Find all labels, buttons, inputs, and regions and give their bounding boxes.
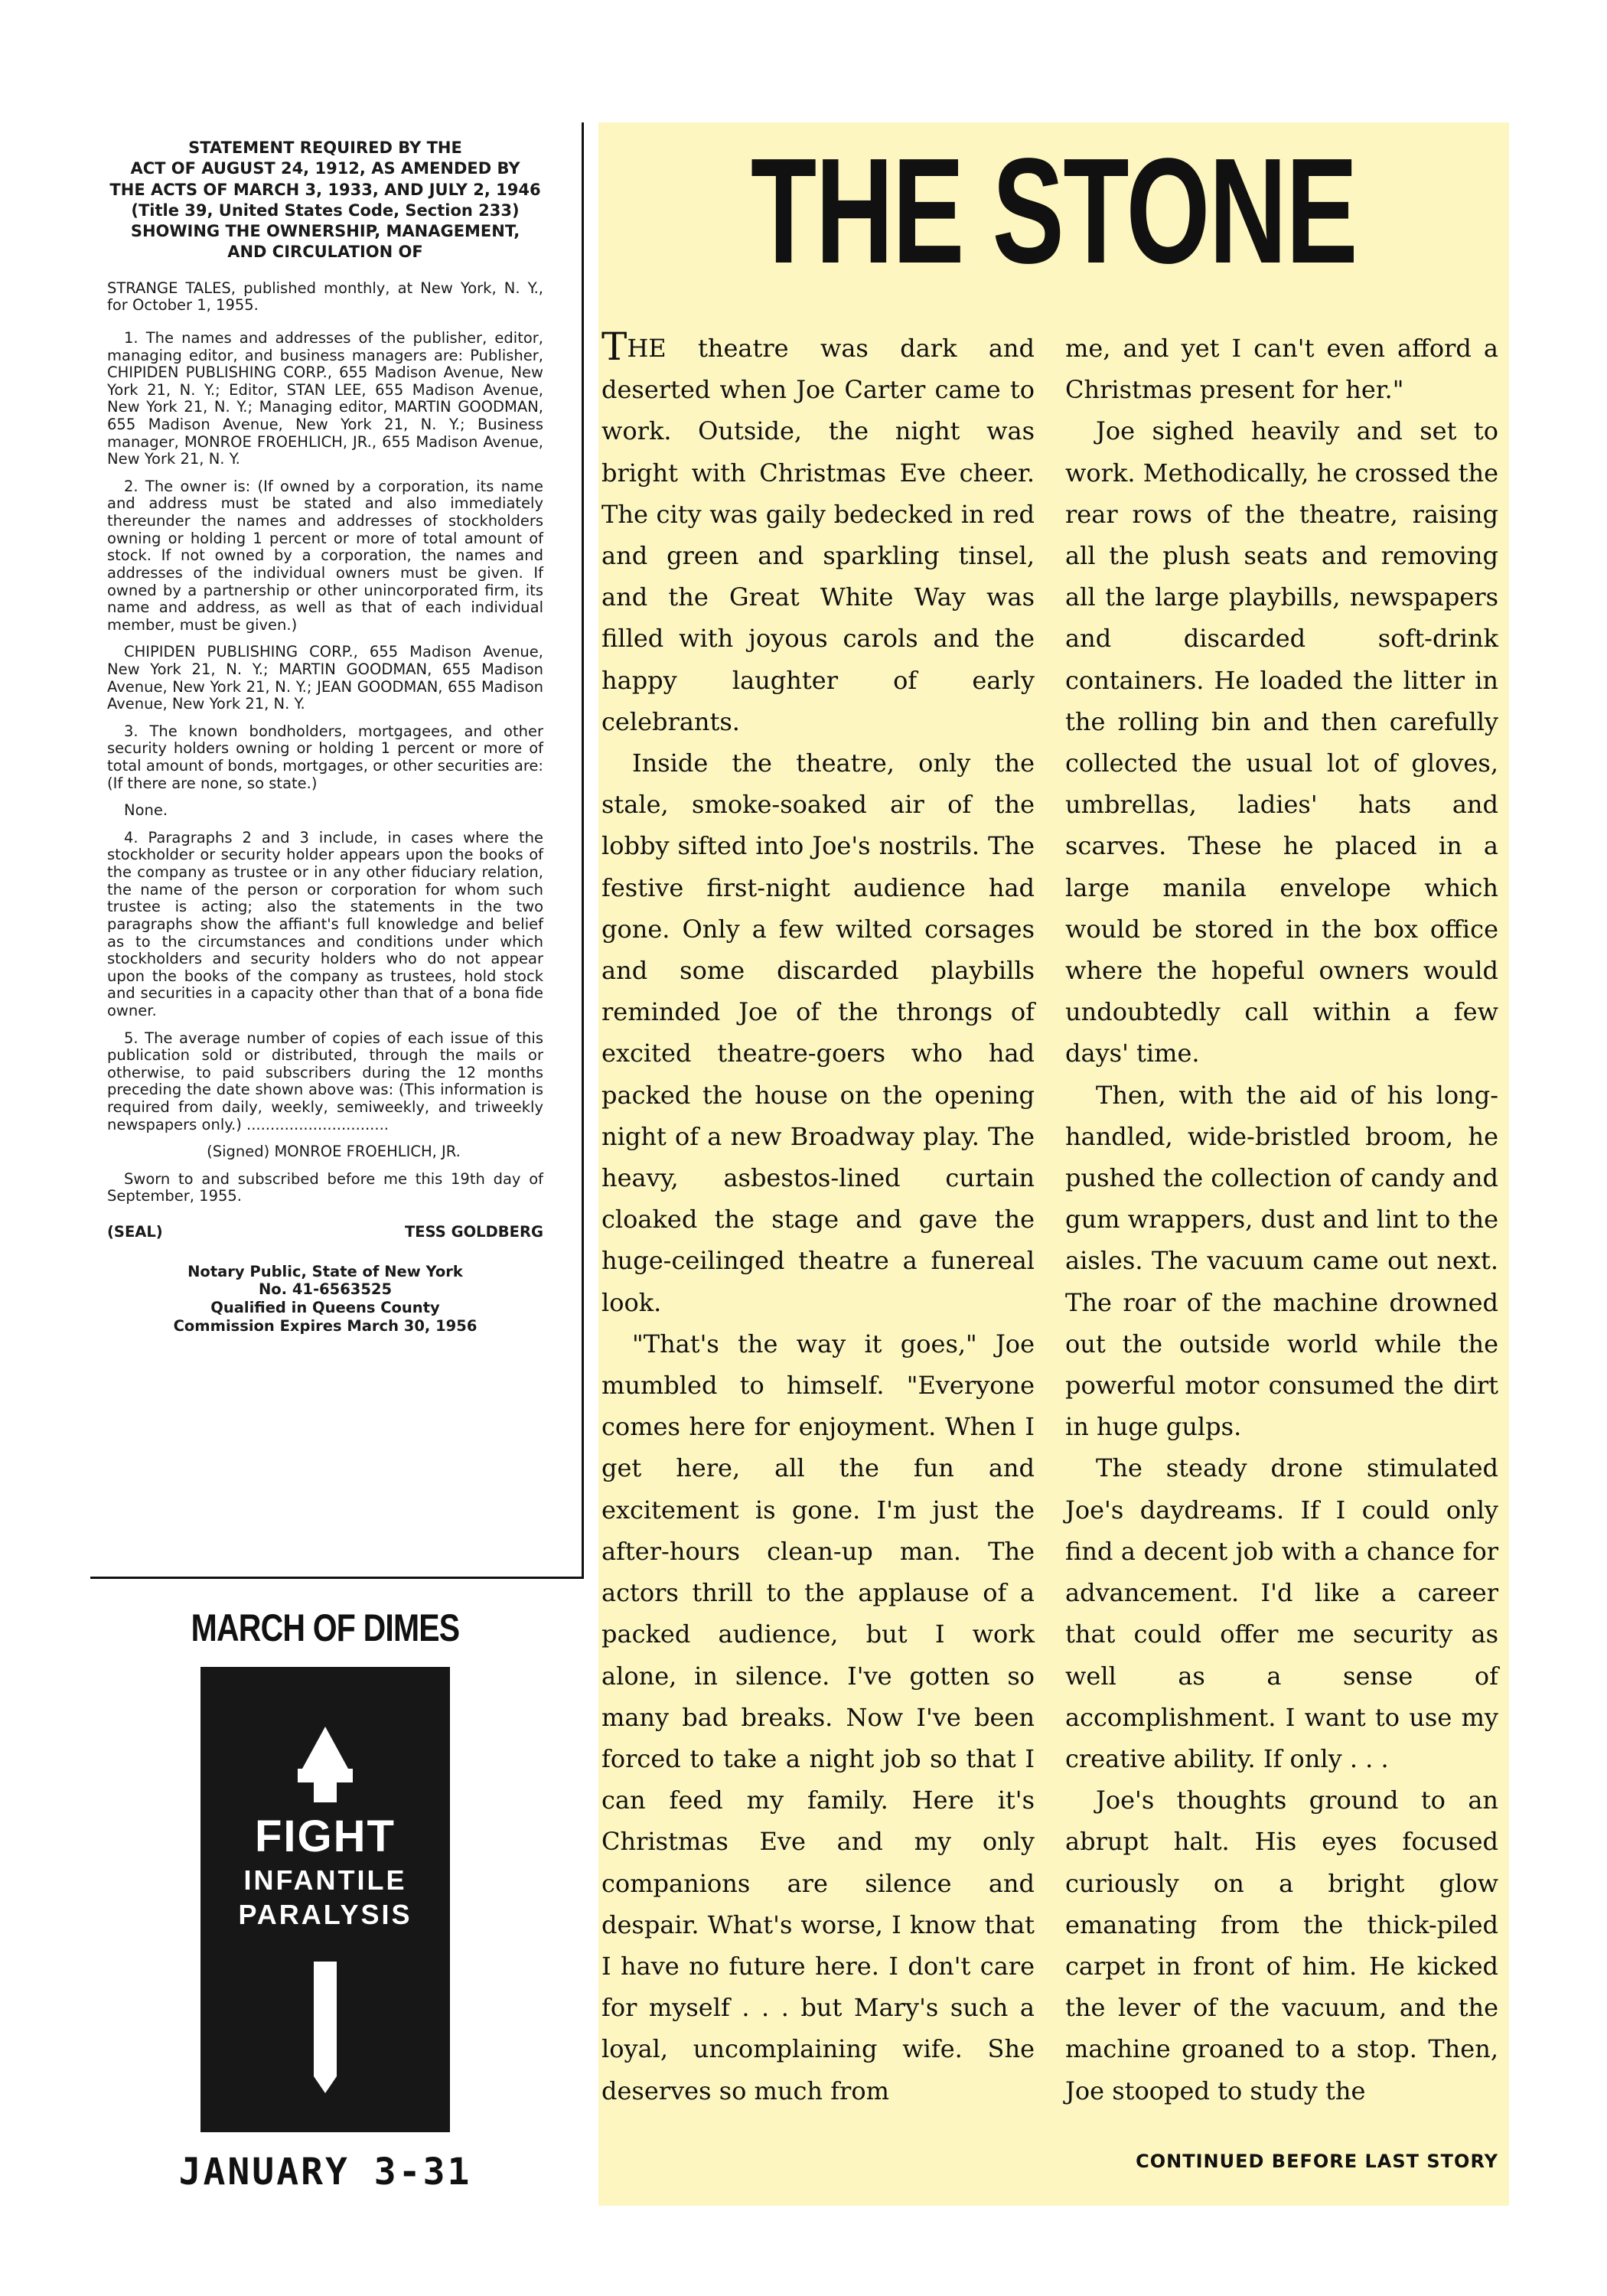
section-divider <box>90 1577 584 1579</box>
statement-heading <box>107 138 543 263</box>
ad-date: JANUARY 3-31 <box>178 2151 472 2193</box>
continued-note: CONTINUED BEFORE LAST STORY <box>1136 2151 1498 2172</box>
seal-line <box>107 1224 543 1241</box>
statement-paragraph-1: 1. The names and addresses of the publisher, editor, managing editor, and business managers are: Publisher, CHIPIDEN PUBLISHING CORP., 655 Madison Avenue, New York 21, N. Y.; Editor, STAN LEE, 655 Madison Avenue, New York 21, N. Y.; Managing editor, MARTIN GOODMAN, 655 Madison Avenue, New York 21, N. Y.; Business manager, MONROE FROEHLICH, JR., 655 Madison Avenue, New York 21, N. Y. <box>107 329 543 468</box>
statement-paragraph-5: 5. The average number of copies of each issue of this publication sold or distributed, through the mails or otherwise, to paid subscribers during the 12 months preceding the date shown above was: (This information is required from daily, weekly, semiweekly, and triweekly newspapers only.) .............................. <box>107 1029 543 1133</box>
story-paragraph <box>601 325 1035 742</box>
statement-paragraph-3: 3. The known bondholders, mortgagees, and other security holders owning or holding 1 percent or more of total amount of bonds, mortgages, or other securities are: (If there are none, so state.) <box>107 722 543 792</box>
statement-paragraph-2: 2. The owner is: (If owned by a corporation, its name and address must be stated and also immediately thereunder the names and addresses of stockholders owning or holding 1 percent or more of total amount of stock. If not owned by a corporation, the names and addresses of the individual owners must be given. If owned by a partnership or other unincorporated firm, its name and address, as well as that of each individual member, must be given.) <box>107 477 543 634</box>
notary-line: Notary Public, State of New York <box>187 1262 463 1280</box>
column-divider <box>582 122 584 1577</box>
statement-heading-line: STATEMENT REQUIRED BY THE <box>188 139 462 157</box>
statement-intro: STRANGE TALES, published monthly, at New York, N. Y., for October 1, 1955. <box>107 279 543 315</box>
torch-bar-icon <box>298 1769 353 1782</box>
torch-neck-icon <box>314 1782 337 1802</box>
notary-name: TESS GOLDBERG <box>404 1223 543 1241</box>
story-paragraph: Then, with the aid of his long-handled, wide-bristled broom, he pushed the collection of candy and gum wrappers, dust and lint to the aisles. The vacuum came out next. The roar of the machine drowned out the outside world while the powerful motor consumed the dirt in huge gulps. <box>1065 1080 1498 1442</box>
story-paragraph-text: HE theatre was dark and deserted when Joe Carter came to work. Outside, the night was bright with Christmas Eve cheer. The city was gaily bedecked in red and green and sparkling tinsel, and the Great White Way was filled with joyous carols and the happy laughter of early celebrants. <box>601 334 1035 736</box>
statement-heading-line: ACT OF AUGUST 24, 1912, AS AMENDED BY <box>130 159 520 178</box>
torch-top-icon <box>302 1727 348 1769</box>
story-column-2 <box>1065 328 1498 2112</box>
statement-signed: (Signed) MONROE FROEHLICH, JR. <box>207 1143 461 1161</box>
notary-line: No. 41-6563525 <box>258 1280 393 1299</box>
statement-heading-line: AND CIRCULATION OF <box>227 243 423 262</box>
ad-paralysis-text: PARALYSIS <box>238 1899 412 1930</box>
notary-line: Commission Expires March 30, 1956 <box>173 1316 478 1335</box>
seal-label: (SEAL) <box>107 1223 163 1241</box>
ownership-statement <box>107 138 543 1336</box>
march-of-dimes-ad <box>200 1667 450 2132</box>
notary-line: Qualified in Queens County <box>210 1299 440 1317</box>
story-title: THE STONE <box>750 127 1358 295</box>
notary-block <box>107 1263 543 1336</box>
story-paragraph: The steady drone stimulated Joe's daydreams. If I could only find a decent job with a chance for advancement. I'd like a career that could offer me security as well as a sense of accomplishment. I want to use my creative ability. If only . . . <box>1065 1453 1498 1773</box>
torch-handle-tip-icon <box>314 2076 337 2093</box>
statement-paragraph-2-owners: CHIPIDEN PUBLISHING CORP., 655 Madison Avenue, New York 21, N. Y.; MARTIN GOODMAN, 655 Madison Avenue, New York 21, N. Y.; JEAN GOODMAN, 655 Madison Avenue, New York 21, N. Y. <box>107 643 543 713</box>
statement-heading-line: (Title 39, United States Code, Section 233) <box>131 201 520 220</box>
ad-fight-text: FIGHT <box>255 1812 396 1861</box>
drop-cap: T <box>601 325 627 369</box>
statement-paragraph-4: 4. Paragraphs 2 and 3 include, in cases where the stockholder or security holder appears upon the books of the company as trustee or in any other fiduciary relation, the name of the person or corporation for whom such trustee is acting; also the statements in the two paragraphs show the affiant's full knowledge and belief as to the circumstances and conditions under which stockholders and security holders who do not appear upon the books of the company as trustees, hold stock and securities in a capacity other than that of a bona fide owner. <box>107 828 543 1019</box>
story-paragraph: Joe's thoughts ground to an abrupt halt. His eyes focused curiously on a bright glow emanating from the thick-piled carpet in front of him. He kicked the lever of the vacuum, and the machine groaned to a stop. Then, Joe stooped to study the <box>1065 1786 1498 2105</box>
statement-heading-line: SHOWING THE OWNERSHIP, MANAGEMENT, <box>130 222 520 241</box>
ad-infantile-text: INFANTILE <box>243 1864 407 1896</box>
story-paragraph: Joe sighed heavily and set to work. Methodically, he crossed the rear rows of the theatre, raising all the plush seats and removing all the large playbills, newspapers and discarded soft-drink containers. He loaded the litter in the rolling bin and then carefully collected the usual lot of gloves, umbrellas, ladies' hats and scarves. These he placed in a large manila envelope which would be stored in the box office where the hopeful owners would undoubtedly call within a few days' time. <box>1065 416 1498 1068</box>
story-paragraph: "That's the way it goes," Joe mumbled to himself. "Everyone comes here for enjoyment. When I get here, all the fun and excitement is gone. I'm just the after-hours clean-up man. The actors thrill to the applause of a packed audience, but I work alone, in silence. I've gotten so many bad breaks. Now I've been forced to take a night job so that I can feed my family. Here it's Christmas Eve and my only companions are silence and despair. What's worse, I know that I have no future here. I don't care for myself . . . but Mary's such a loyal, uncomplaining wife. She deserves so much from <box>601 1329 1035 2105</box>
story-paragraph: Inside the theatre, only the stale, smoke-soaked air of the lobby sifted into Joe's nostrils. The festive first-night audience had gone. Only a few wilted corsages and some discarded playbills reminded Joe of the throngs of excited theatre-goers who had packed the house on the opening night of a new Broadway play. The heavy, asbestos-lined curtain cloaked the stage and gave the huge-ceilinged theatre a funereal look. <box>601 748 1035 1317</box>
statement-sworn: Sworn to and subscribed before me this 19th day of September, 1955. <box>107 1169 543 1205</box>
story-paragraph: me, and yet I can't even afford a Christmas present for her." <box>1065 334 1498 405</box>
story-column-1 <box>601 325 1035 2112</box>
statement-paragraph-3-answer: None. <box>124 801 168 820</box>
torch-handle-icon <box>314 1962 337 2076</box>
ad-title: MARCH OF DIMES <box>191 1606 460 1649</box>
statement-heading-line: THE ACTS OF MARCH 3, 1933, AND JULY 2, 1946 <box>109 180 541 199</box>
